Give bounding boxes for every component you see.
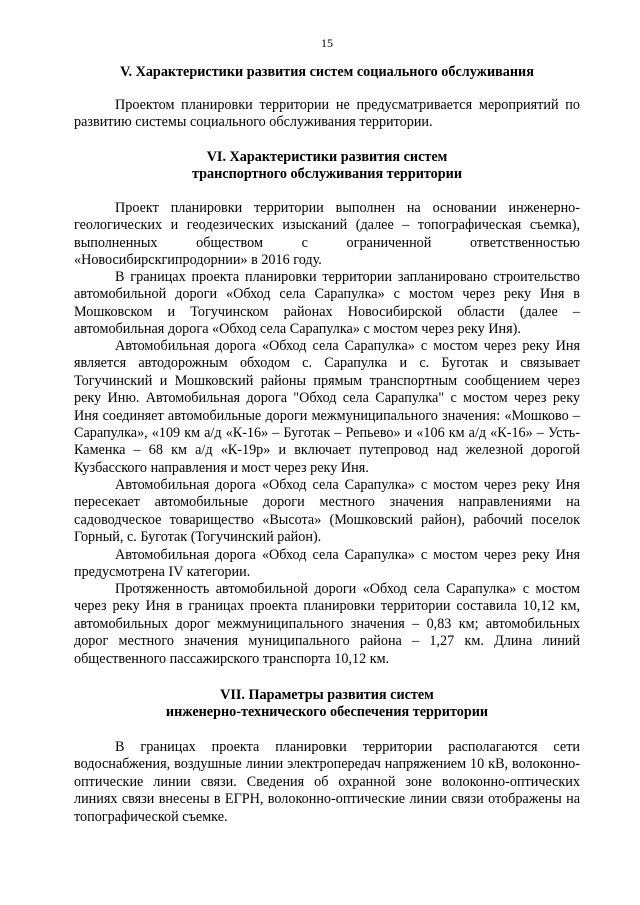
- section-6-heading-line-1: VI. Характеристики развития систем: [206, 149, 448, 165]
- section-7-paragraph-1: В границах проекта планировки территории располагаются сети водоснабжения, воздушные линии электропередач напряжением 10 кВ, волоконно-оптические линии связи. Сведения об охранной зоне волоконно-оптических линиях связи внесены в ЕГРН, волоконно-оптические линии связи отображены на топографической съемке.: [74, 739, 580, 825]
- section-6-paragraph-5: Автомобильная дорога «Обход села Сарапулка» с мостом через реку Иня предусмотрена IV категории.: [74, 547, 580, 581]
- section-6-paragraph-3: Автомобильная дорога «Обход села Сарапулка» с мостом через реку Иня является автодорожным обходом с. Сарапулка и с. Буготак и связывает Тогучинский и Мошковский районы прямым транспортным сообщением через реку Иню. Автомобильная дорога "Обход села Сарапулка" с мостом через реку Иня соединяет автомобильные дороги межмуниципального значения: «Мошково – Сарапулка», «109 км а/д «К-16» – Буготак – Репьево» и «106 км а/д «К-16» – Усть-Каменка – 68 км а/д «К-19р» и включает путепровод над железной дорогой Кузбасского направления и мост через реку Иня.: [74, 338, 580, 476]
- section-6-paragraph-1: Проект планировки территории выполнен на основании инженерно-геологических и геодезических изысканий (далее – топографическая съемка), выполненных обществом с ограниченной ответственностью «Новосибирскгипродорнии» в 2016 году.: [74, 200, 580, 269]
- section-5-paragraph-1: Проектом планировки территории не предусматривается мероприятий по развитию системы социального обслуживания территории.: [74, 97, 580, 131]
- section-6-heading-line-2: транспортного обслуживания территории: [191, 166, 462, 182]
- section-7-heading-line-1: VII. Параметры развития систем: [220, 687, 434, 703]
- section-6-paragraph-4: Автомобильная дорога «Обход села Сарапулка» с мостом через реку Иня пересекает автомобильные дороги местного значения направлениями на садоводческое товарищество «Высота» (Мошковский район), рабочий поселок Горный, с. Буготак (Тогучинский район).: [74, 477, 580, 546]
- section-7-heading-line-2: инженерно-технического обеспечения территории: [165, 704, 489, 720]
- page-number: 15: [321, 36, 333, 50]
- section-6-paragraph-6: Протяженность автомобильной дороги «Обход села Сарапулка» с мостом через реку Иня в границах проекта планировки территории составила 10,12 км, автомобильных дорог межмуниципального значения – 0,83 км; автомобильных дорог местного значения муниципального района – 1,27 км. Длина линий общественного пассажирского транспорта 10,12 км.: [74, 581, 580, 667]
- section-5-heading: V. Характеристики развития систем социального обслуживания: [120, 64, 534, 80]
- section-6-paragraph-2: В границах проекта планировки территории запланировано строительство автомобильной дороги «Обход села Сарапулка» с мостом через реку Иня в Мошковском и Тогучинском районах Новосибирской области (далее – автомобильная дорога «Обход села Сарапулка» с мостом через реку Иня).: [74, 269, 580, 338]
